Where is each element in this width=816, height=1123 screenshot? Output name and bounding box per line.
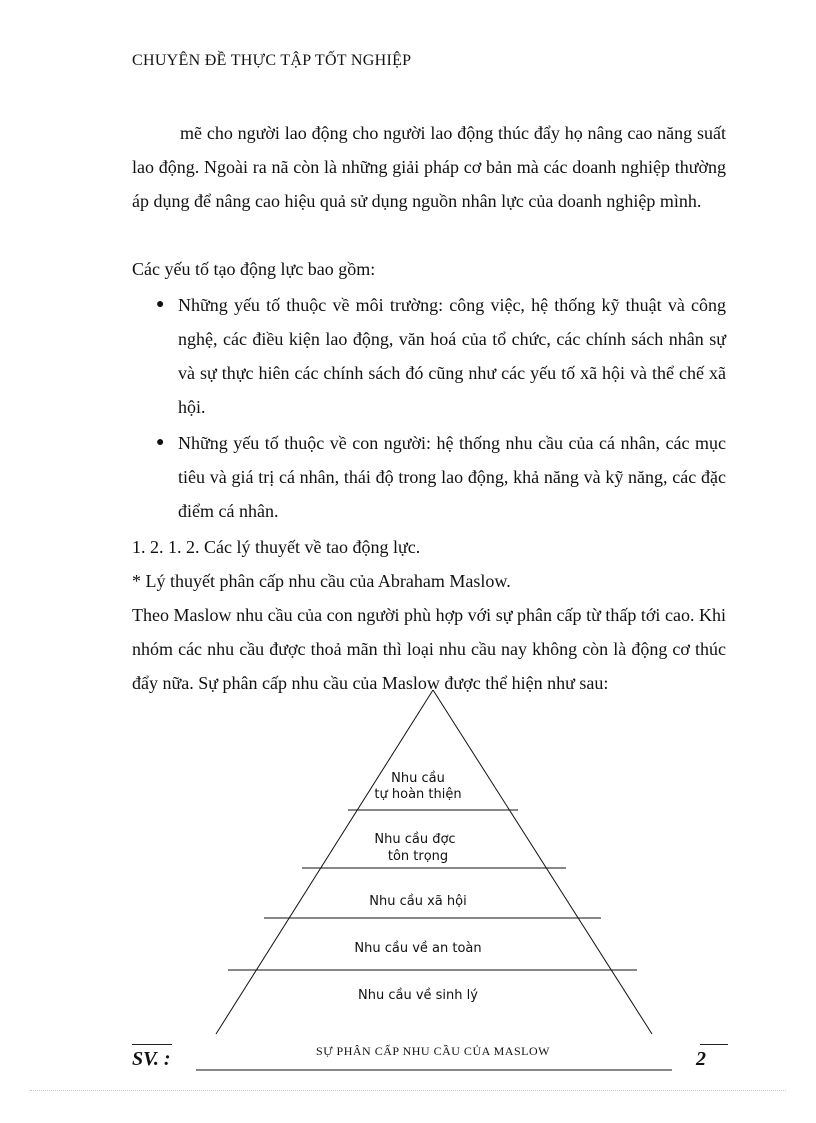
pyramid-level-social: Nhu cầu xã hội xyxy=(369,894,467,909)
paragraph-1: mẽ cho người lao động cho người lao động thúc đẩy họ nâng cao năng suất lao động. Ngoài ra nã còn là những giải pháp cơ bản mà các doanh nghiệp thường áp dụng để nâng cao hiệu quả sử dụng nguồn nhân lực của doanh nghiệp mình. xyxy=(132,123,726,211)
footer-rule-right xyxy=(700,1044,728,1045)
pyramid-right-edge xyxy=(433,690,652,1034)
bullet-icon: ● xyxy=(156,435,165,450)
pyramid-level-self-actualization-line1: Nhu cầu xyxy=(391,771,445,786)
page-bottom-border xyxy=(30,1090,786,1091)
paragraph-2: Theo Maslow nhu cầu của con người phù hợp với sự phân cấp từ thấp tới cao. Khi nhóm các nhu cầu được thoả mãn thì loại nhu cầu nay không còn là động cơ thúc đẩy nữa. Sự phân cấp nhu cầu của Maslow được thể hiện như sau: xyxy=(132,605,726,693)
pyramid-level-self-actualization-line2: tự hoàn thiện xyxy=(374,787,462,802)
bullet-item-human: Những yếu tố thuộc về con người: hệ thống nhu cầu của cá nhân, các mục tiêu và giá trị cá nhân, thái độ trong lao động, khả năng và kỹ năng, các đặc điểm cá nhân. xyxy=(178,433,726,521)
intro-line: Các yếu tố tạo động lực bao gồm: xyxy=(132,259,376,279)
bullet-icon: ● xyxy=(156,297,165,312)
footer-student-label: SV. : xyxy=(132,1048,171,1070)
pyramid-level-esteem-line1: Nhu cầu đợc xyxy=(374,832,456,847)
bullet-item-environment: Những yếu tố thuộc về môi trường: công việc, hệ thống kỹ thuật và công nghệ, các điều kiện lao động, văn hoá của tổ chức, các chính sách nhân sự và sự thực hiên các chính sách đó cũng như các yếu tố xã hội và thể chế xã hội. xyxy=(178,295,726,417)
pyramid-caption: SỰ PHÂN CẤP NHU CẦU CỦA MASLOW xyxy=(316,1044,550,1058)
section-heading: 1. 2. 1. 2. Các lý thuyết về tao động lực. xyxy=(132,537,421,557)
page-header: CHUYÊN ĐỀ THỰC TẬP TỐT NGHIỆP xyxy=(132,52,412,69)
pyramid-level-esteem-line2: tôn trọng xyxy=(387,849,449,864)
pyramid-level-physiological: Nhu cầu về sinh lý xyxy=(358,988,478,1003)
subheading: * Lý thuyết phân cấp nhu cầu của Abraham Maslow. xyxy=(132,571,511,591)
footer-rule-left xyxy=(132,1044,172,1045)
pyramid-level-safety: Nhu cầu về an toàn xyxy=(354,941,482,956)
page-number: 2 xyxy=(696,1048,706,1070)
